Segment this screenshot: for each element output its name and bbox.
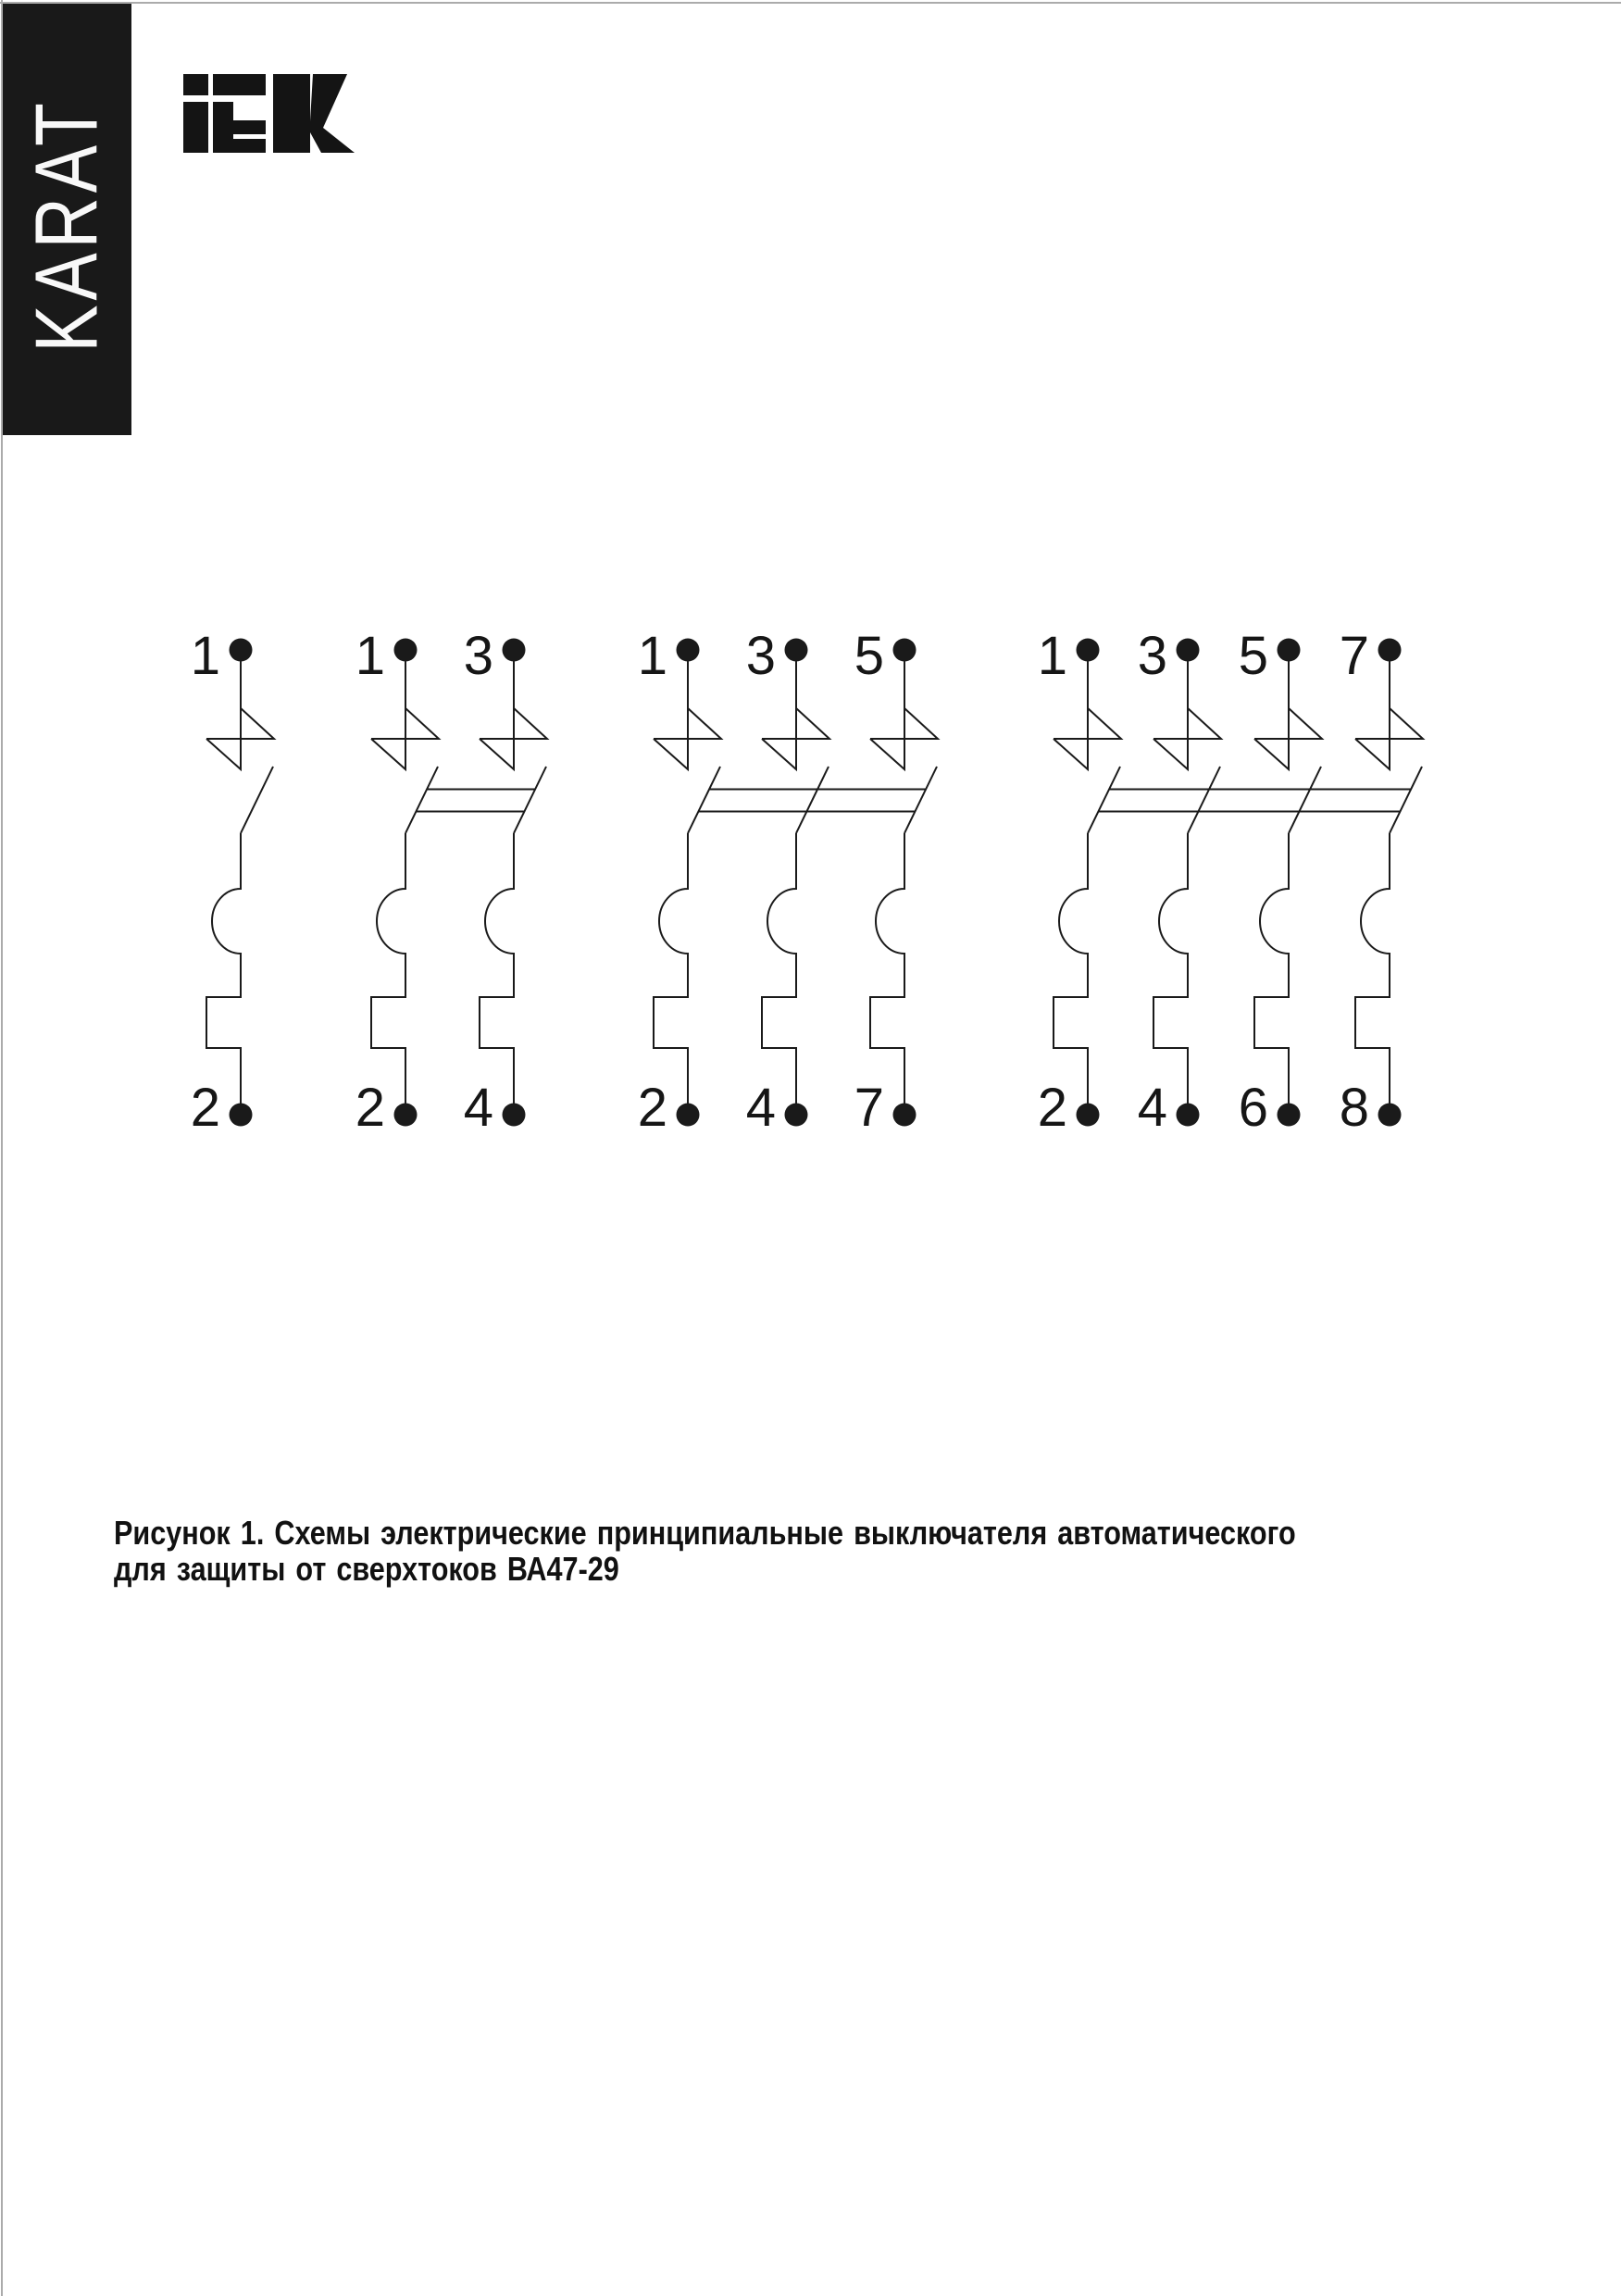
terminal-label-bottom: 7	[854, 1078, 884, 1138]
terminal-label-top: 1	[190, 626, 220, 686]
breaker-pole	[762, 639, 829, 1127]
breaker-group-3pole	[638, 626, 938, 1138]
terminal-label-bottom: 2	[355, 1078, 385, 1138]
breaker-pole	[1054, 639, 1121, 1127]
caption-line-1: Рисунок 1. Схемы электрические принципиальные выключателя автоматического	[114, 1514, 1296, 1552]
terminal-label-top: 1	[637, 626, 667, 686]
breaker-pole	[371, 639, 439, 1127]
breaker-pole	[1254, 639, 1322, 1127]
terminal-label-top: 5	[1238, 626, 1268, 686]
karat-banner-text: KARAT	[17, 98, 117, 353]
breaker-group-1pole	[191, 626, 274, 1138]
breaker-pole	[480, 639, 547, 1127]
breaker-pole	[654, 639, 721, 1127]
caption-line-2: для защиты от сверхтоков ВА47-29	[114, 1550, 619, 1588]
terminal-label-bottom: 4	[1137, 1078, 1167, 1138]
terminal-label-top: 5	[854, 626, 884, 686]
terminal-label-bottom: 2	[190, 1078, 220, 1138]
terminal-label-top: 7	[1339, 626, 1369, 686]
terminal-label-bottom: 4	[463, 1078, 493, 1138]
terminal-label-top: 3	[745, 626, 776, 686]
breaker-group-2pole	[355, 626, 547, 1138]
terminal-label-bottom: 4	[745, 1078, 776, 1138]
breaker-pole	[870, 639, 938, 1127]
terminal-label-bottom: 6	[1238, 1078, 1268, 1138]
breaker-pole	[206, 639, 274, 1127]
terminal-label-top: 1	[355, 626, 385, 686]
breaker-pole	[1355, 639, 1423, 1127]
terminal-label-top: 1	[1037, 626, 1067, 686]
terminal-label-top: 3	[1137, 626, 1167, 686]
breaker-pole	[1153, 639, 1221, 1127]
breaker-group-4pole	[1038, 626, 1423, 1138]
terminal-label-bottom: 8	[1339, 1078, 1369, 1138]
terminal-label-top: 3	[463, 626, 493, 686]
figure-caption	[114, 1515, 1296, 1587]
terminal-label-bottom: 2	[1037, 1078, 1067, 1138]
terminal-label-bottom: 2	[637, 1078, 667, 1138]
